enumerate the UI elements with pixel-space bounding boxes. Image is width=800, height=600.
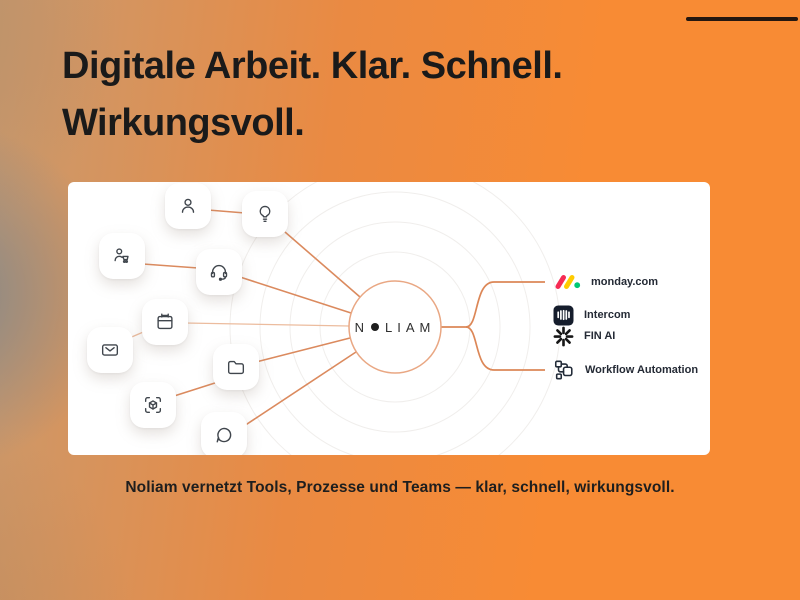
tool-card-folder xyxy=(213,344,259,390)
page-title-line-2: Wirkungsvoll. xyxy=(62,102,305,144)
fin-ai-logo xyxy=(553,326,574,347)
tool-card-calendar xyxy=(142,299,188,345)
headset-icon xyxy=(208,261,230,283)
tool-card-lightbulb xyxy=(242,191,288,237)
integration-label: monday.com xyxy=(591,276,659,288)
lightbulb-icon xyxy=(254,203,276,225)
integration-fin-ai xyxy=(553,324,615,348)
tool-card-headset xyxy=(196,249,242,295)
noliam-logo-dot-icon xyxy=(371,323,379,331)
monday-logo xyxy=(553,272,581,292)
tool-card-chat xyxy=(201,412,247,455)
integration-workflow-automation xyxy=(553,358,698,382)
wire-folder-hub xyxy=(256,338,350,362)
wire-lightbulb-hub xyxy=(285,232,360,297)
noliam-logo-first-letter: N xyxy=(354,319,370,335)
integration-label: Intercom xyxy=(584,309,631,321)
tool-card-scan-cube xyxy=(130,382,176,428)
integration-label: FIN AI xyxy=(584,330,616,342)
page-title xyxy=(62,38,742,152)
page-title-line-1: Digitale Arbeit. Klar. Schnell. xyxy=(62,45,563,87)
noliam-logo-rest: LIAM xyxy=(385,319,436,335)
integration-label: Workflow Automation xyxy=(585,364,699,376)
calendar-icon xyxy=(154,311,176,333)
intercom-logo xyxy=(553,305,574,326)
tool-card-user xyxy=(165,183,211,229)
mail-icon xyxy=(99,339,121,361)
wire-fork-workflow xyxy=(466,327,545,370)
slide-caption: Noliam vernetzt Tools, Prozesse und Teams — klar, schnell, wirkungsvoll. xyxy=(125,479,675,496)
folder-icon xyxy=(225,356,247,378)
customer-cart-icon xyxy=(111,245,133,267)
chat-icon xyxy=(213,424,235,446)
user-icon xyxy=(177,195,199,217)
tool-card-mail xyxy=(87,327,133,373)
wire-cart-headset xyxy=(143,264,198,268)
wire-user-lightbulb xyxy=(208,210,245,213)
workflow-automation-icon xyxy=(553,359,575,381)
wire-cube-folder xyxy=(171,382,218,397)
wire-fork-monday xyxy=(466,282,545,327)
top-right-rule xyxy=(686,17,798,21)
tool-card-customer-cart xyxy=(99,233,145,279)
integration-monday xyxy=(553,270,658,294)
noliam-logo xyxy=(325,318,465,336)
hero-diagram-panel xyxy=(68,182,710,455)
scan-cube-icon xyxy=(142,394,164,416)
